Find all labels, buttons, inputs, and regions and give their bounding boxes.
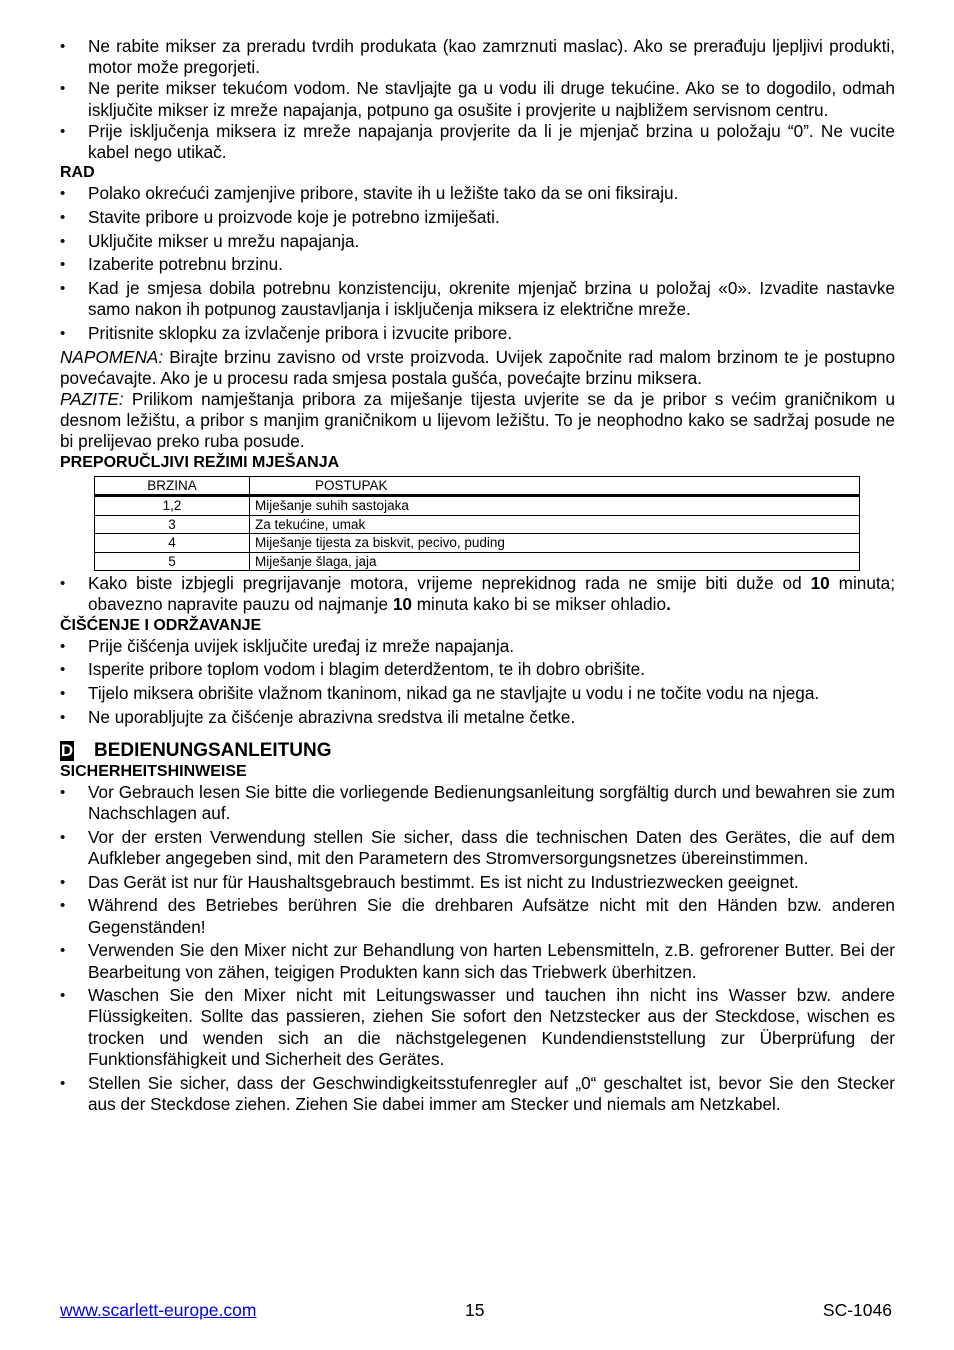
section-heading-safety: SICHERHEITSHINWEISE — [60, 762, 247, 780]
section-heading-modes: PREPORUČLJIVI REŽIMI MJEŠANJA — [60, 453, 340, 471]
cleaning-list — [60, 636, 895, 728]
list-item: • Prije isključenja miksera iz mreže napajanja provjerite da li je mjenjač brzina u položaju “0”. Ne vucite kabel nego utikač. — [60, 121, 895, 163]
warning-text: Prilikom namještanja pribora za miješanje tijesta uvjerite se da je pribor s većim graničnikom u desnom ležištu, a pribor s manjim graničnikom u lijevom ležištu. To je neophodno kako se sadržaj posude ne bi prelijevao preko ruba posude. — [60, 389, 895, 452]
section-title: BEDIENUNGSANLEITUNG — [94, 739, 332, 761]
list-item: • Izaberite potrebnu brzinu. — [60, 254, 895, 275]
list-item: • Das Gerät ist nur für Haushaltsgebrauch bestimmt. Es ist nicht zu Industriezwecken geeignet. — [60, 872, 895, 893]
list-item: • Kad je smjesa dobila potrebnu konzistenciju, okrenite mjenjač brzina u položaj «0». Izvadite nastavke samo nakon ih potpunog zaustavljanja i isključenja miksera iz električne mreže. — [60, 278, 895, 320]
note-paragraph — [60, 347, 895, 389]
website-link[interactable]: www.scarlett-europe.com — [60, 1300, 257, 1320]
page-number: 15 — [465, 1300, 485, 1320]
list-item: • Pritisnite sklopku za izvlačenje pribora i izvucite pribore. — [60, 323, 895, 344]
procedure-cell: Miješanje šlaga, jaja — [250, 552, 860, 571]
table-row — [95, 534, 860, 553]
procedure-cell: Miješanje tijesta za biskvit, pecivo, puding — [250, 534, 860, 553]
list-item: • Tijelo miksera obrišite vlažnom tkaninom, nikad ga ne stavljajte u vodu i ne točite vodu na njega. — [60, 683, 895, 704]
warning-paragraph — [60, 389, 895, 453]
table-row — [95, 552, 860, 571]
list-item: • Isperite pribore toplom vodom i blagim deterdžentom, te ih dobro obrišite. — [60, 659, 895, 680]
language-badge: D — [60, 740, 74, 760]
safety-list — [60, 782, 895, 1115]
list-item: • Ne rabite mikser za preradu tvrdih produkata (kao zamrznuti maslac). Ako se prerađuju ljepljivi produkti, motor može pregorjeti. — [60, 36, 895, 78]
speed-cell: 3 — [95, 515, 250, 534]
list-item: • Kako biste izbjegli pregrijavanje motora, vrijeme neprekidnog rada ne smije biti duže od 10 minuta; obavezno napravite pauzu od najmanje 10 minuta kako bi se mikser ohladio. — [60, 573, 895, 615]
list-item: • Während des Betriebes berühren Sie die drehbaren Aufsätze nicht mit den Händen bzw. anderen Gegenständen! — [60, 895, 895, 937]
mixing-modes-table — [94, 476, 860, 572]
list-item: • Polako okrećući zamjenjive pribore, stavite ih u ležište tako da se oni fiksiraju. — [60, 183, 895, 204]
speed-cell: 1,2 — [95, 496, 250, 516]
note-text: Birajte brzinu zavisno od vrste proizvoda. Uvijek započnite rad malom brzinom te je postupno povećavajte. Ako je u procesu rada smjesa postala gušća, povećajte brzinu miksera. — [60, 346, 895, 388]
list-item: • Stellen Sie sicher, dass der Geschwindigkeitsstufenregler auf „0“ geschaltet ist, bevor Sie den Stecker aus der Steckdose ziehen. Ziehen Sie dabei immer am Stecker und niemals am Netzkabel. — [60, 1073, 895, 1115]
speed-cell: 5 — [95, 552, 250, 571]
list-item: • Verwenden Sie den Mixer nicht zur Behandlung von harten Lebensmitteln, z.B. gefrorener Butter. Bei der Bearbeitung von zähen, teigigen Produkten kann sich das Triebwerk überhitzen. — [60, 940, 895, 982]
page-footer — [60, 1300, 892, 1322]
list-item: • Uključite mikser u mrežu napajanja. — [60, 231, 895, 252]
overheat-list — [60, 573, 895, 615]
model-number: SC-1046 — [822, 1300, 892, 1320]
list-item: • Ne perite mikser tekućom vodom. Ne stavljajte ga u vodu ili druge tekućine. Ako se to dogodilo, odmah isključite mikser iz mreže napajanja, potpuno ga osušite i provjerite u najbližem servisnom centru. — [60, 78, 895, 120]
speed-cell: 4 — [95, 534, 250, 553]
procedure-cell: Miješanje suhih sastojaka — [250, 496, 860, 516]
list-item: • Stavite pribore u proizvode koje je potrebno izmiješati. — [60, 207, 895, 228]
table-row — [95, 496, 860, 516]
table-row — [95, 515, 860, 534]
list-item: • Waschen Sie den Mixer nicht mit Leitungswasser und tauchen ihn nicht ins Wasser bzw. andere Flüssigkeiten. Sollte das passieren, ziehen Sie sofort den Netzstecker aus der Steckdose, wischen es trocken und wenden sich an die nächstgelegenen Kundendienststellung zur Überprüfung der Funktionsfähigkeit und Sicherheit des Gerätes. — [60, 985, 895, 1070]
list-item: • Vor der ersten Verwendung stellen Sie sicher, dass die technischen Daten des Gerätes, die auf dem Aufkleber angegeben sind, mit den Parametern des Stromversorgungsnetzes übereinstimmen. — [60, 827, 895, 869]
column-header-speed: BRZINA — [95, 476, 250, 496]
warning-label: PAZITE: — [60, 389, 124, 410]
column-header-procedure: POSTUPAK — [250, 476, 860, 496]
rad-list — [60, 183, 895, 344]
procedure-cell: Za tekućine, umak — [250, 515, 860, 534]
table-header-row — [95, 476, 860, 496]
section-heading-rad: RAD — [60, 164, 95, 182]
list-item: • Prije čišćenja uvijek isključite uređaj iz mreže napajanja. — [60, 636, 895, 657]
section-heading-cleaning: ČIŠĆENJE I ODRŽAVANJE — [60, 616, 262, 634]
page-content — [60, 36, 895, 1117]
language-section-title — [60, 740, 895, 762]
intro-list — [60, 36, 895, 163]
list-item: • Ne uporabljujte za čišćenje abrazivna sredstva ili metalne četke. — [60, 707, 895, 728]
list-item: • Vor Gebrauch lesen Sie bitte die vorliegende Bedienungsanleitung sorgfältig durch und bewahren sie zum Nachschlagen auf. — [60, 782, 895, 824]
note-label: NAPOMENA: — [60, 346, 164, 367]
